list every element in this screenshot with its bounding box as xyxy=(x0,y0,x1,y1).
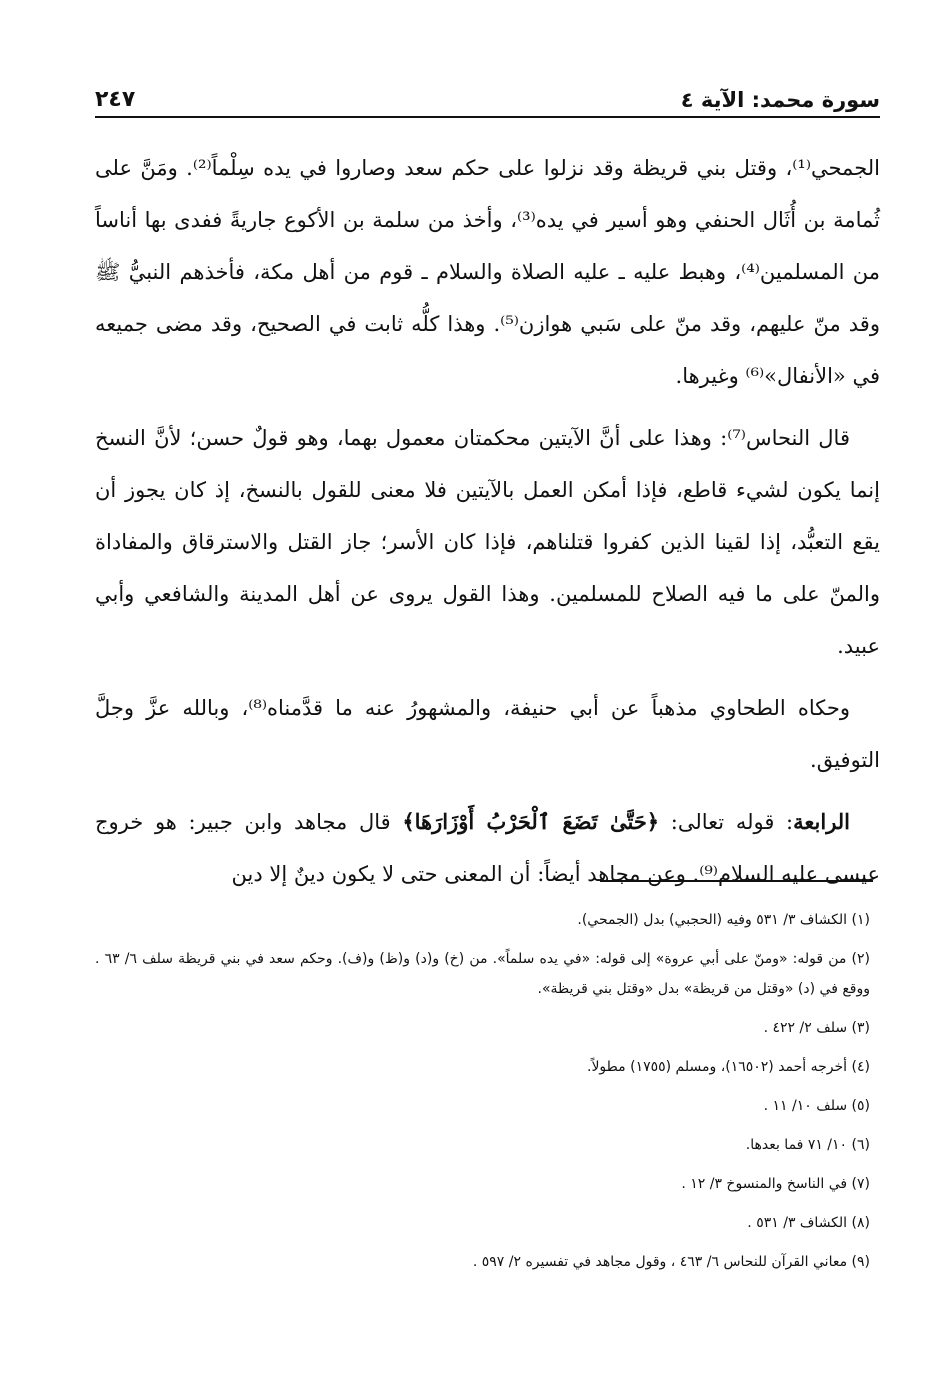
footnote-8: (٨) الكشاف ٣/ ٥٣١ . xyxy=(747,1215,870,1231)
main-text xyxy=(95,142,880,910)
footnote-6: (٦) ١٠/ ٧١ فما بعدها. xyxy=(745,1137,870,1153)
section-label: الرابعة xyxy=(793,809,851,834)
footnote-separator xyxy=(600,880,873,882)
footnotes xyxy=(95,905,870,1286)
fourth-rest: قال مجاهد وابن جبير: هو خروج عيسى عليه السلام⁽⁹⁾. وعن مجاهد أيضاً: أن المعنى حتى لا يكون دينٌ إلا دين xyxy=(95,810,880,886)
paragraph-3: وحكاه الطحاوي مذهباً عن أبي حنيفة، والمشهورُ عنه ما قدَّمناه⁽⁸⁾، وبالله عزَّ وجلَّ التوفيق. xyxy=(95,696,880,772)
footnote-1: (١) الكشاف ٣/ ٥٣١ وفيه (الحجبي) بدل (الجمحي). xyxy=(577,912,870,928)
footnote-7: (٧) في الناسخ والمنسوخ ٣/ ١٢ . xyxy=(681,1176,870,1192)
header-rule xyxy=(95,116,880,118)
running-title: سورة محمد: الآية ٤ xyxy=(680,88,880,112)
paragraph-2: قال النحاس⁽⁷⁾: وهذا على أنَّ الآيتين محكمتان معمول بهما، وهو قولٌ حسن؛ لأنَّ النسخ إنما يكون لشيء قاطع، فإذا أمكن العمل بالآيتين فلا معنى للقول بالنسخ، إذ كان يجوز أن يقع التعبُّد، إذا لقينا الذين كفروا قتلناهم، فإذا كان الأسر؛ جاز القتل والاسترقاق والمفاداة والمنّ على ما فيه الصلاح للمسلمين. وهذا القول يروى عن أهل المدينة والشافعي وأبي عبيد. xyxy=(95,426,880,658)
footnote-4: (٤) أخرجه أحمد (١٦٥٠٢)، ومسلم (١٧٥٥) مطولاً. xyxy=(587,1059,870,1075)
paragraph-1: الجمحي⁽¹⁾، وقتل بني قريظة وقد نزلوا على حكم سعد وصاروا في يده سِلْماً⁽²⁾. ومَنَّ على ثُمامة بن أُثَال الحنفي وهو أسير في يده⁽³⁾، وأخذ من سلمة بن الأكوع جاريةً ففدى بها أناساً من المسلمين⁽⁴⁾، وهبط عليه ـ عليه الصلاة والسلام ـ قوم من أهل مكة، فأخذهم النبيُّ ﷺ وقد منّ عليهم، وقد منّ على سَبي هوازن⁽⁵⁾. وهذا كلُّه ثابت في الصحيح، وقد مضى جميعه في «الأنفال»⁽⁶⁾ وغيرها. xyxy=(95,156,881,388)
footnote-9: (٩) معاني القرآن للنحاس ٦/ ٤٦٣ ، وقول مجاهد في تفسيره ٢/ ٥٩٧ . xyxy=(472,1254,870,1270)
footnote-2: (٢) من قوله: «ومنّ على أبي عروة» إلى قوله: «في يده سلماً». من (خ) و(د) و(ظ) و(ف). وحكم سعد في بني قريظة سلف ٦/ ٦٣ . ووقع في (د) «وقتل من قريظة» بدل «وقتل بني قريظة». xyxy=(95,951,870,997)
footnote-3: (٣) سلف ٢/ ٤٢٢ . xyxy=(763,1020,870,1036)
footnote-5: (٥) سلف ١٠/ ١١ . xyxy=(763,1098,870,1114)
quran-verse: ﴿حَتَّىٰ تَضَعَ ٱلْحَرْبُ أَوْزَارَهَا﴾ xyxy=(402,809,660,834)
page-number: ٢٤٧ xyxy=(95,87,136,112)
fourth-intro: : قوله تعالى: xyxy=(659,810,794,834)
paragraph-fourth xyxy=(95,796,880,900)
page-header xyxy=(95,72,880,112)
